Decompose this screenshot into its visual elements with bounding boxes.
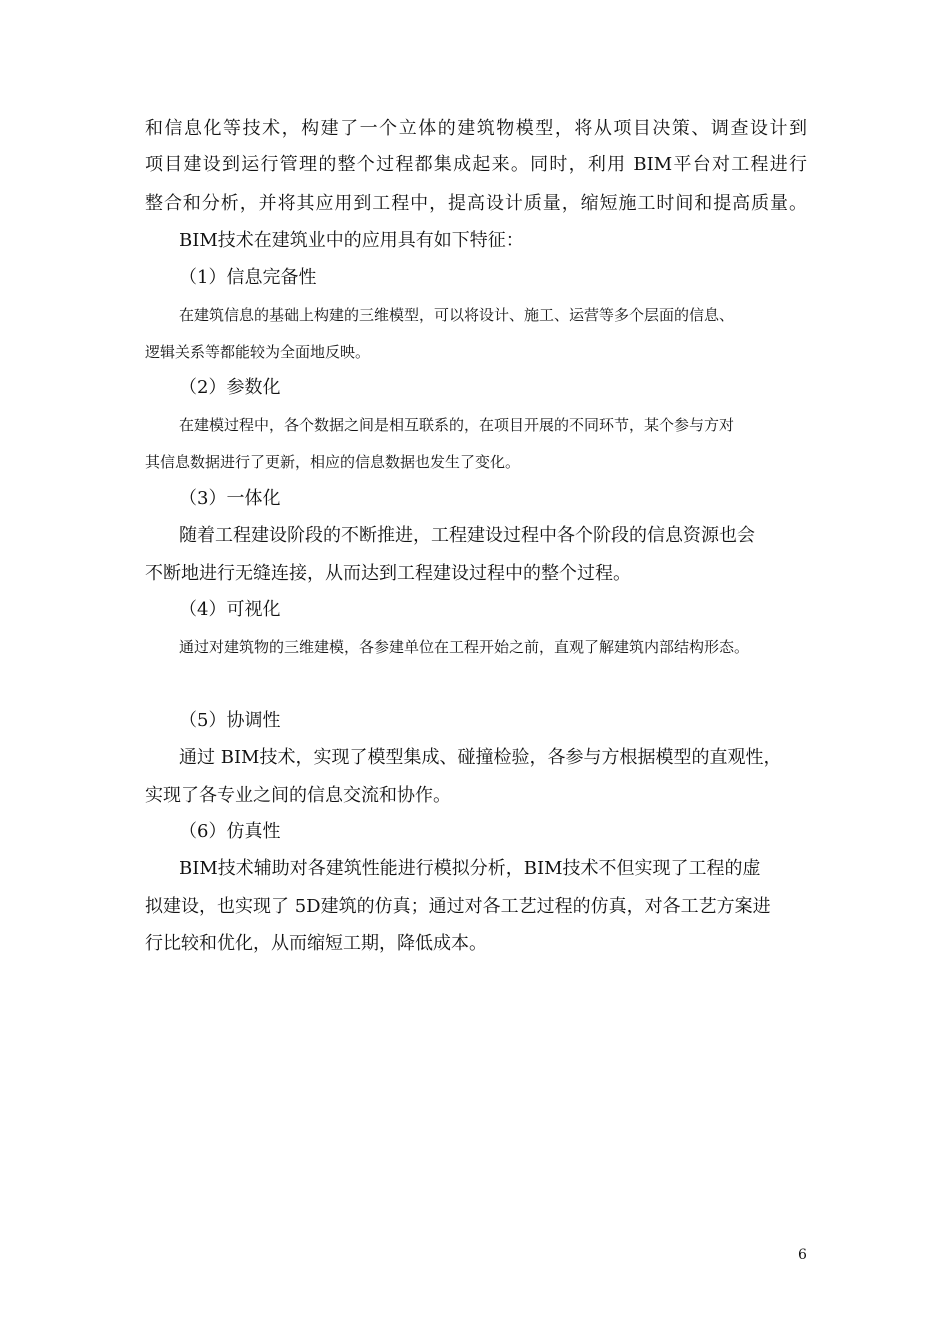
page-number: 6 — [798, 1247, 807, 1263]
feature-5-text-line: 通过 BIM技术，实现了模型集成、碰撞检验，各参与方根据模型的直观性， — [179, 747, 782, 768]
feature-6-heading: （6）仿真性 — [179, 821, 281, 842]
feature-3-text-line: 随着工程建设阶段的不断推进，工程建设过程中各个阶段的信息资源也会 — [179, 525, 755, 546]
feature-6-text-line: BIM技术辅助对各建筑性能进行模拟分析，BIM技术不但实现了工程的虚 — [179, 858, 761, 879]
intro-line-3: 整合和分析，并将其应用到工程中，提高设计质量，缩短施工时间和提高质量。 — [145, 193, 807, 214]
feature-1-text-line: 逻辑关系等都能较为全面地反映。 — [145, 343, 371, 361]
feature-2-text-line: 其信息数据进行了更新，相应的信息数据也发生了变化。 — [145, 453, 521, 471]
feature-5-text-line: 实现了各专业之间的信息交流和协作。 — [145, 785, 451, 806]
feature-3-heading: （3）一体化 — [179, 488, 281, 509]
feature-5-heading: （5）协调性 — [179, 710, 281, 731]
feature-1-text-line: 在建筑信息的基础上构建的三维模型，可以将设计、施工、运营等多个层面的信息、 — [179, 306, 735, 324]
intro-line-4: BIM技术在建筑业中的应用具有如下特征： — [179, 230, 524, 251]
feature-2-heading: （2）参数化 — [179, 377, 281, 398]
feature-4-text-line: 通过对建筑物的三维建模，各参建单位在工程开始之前，直观了解建筑内部结构形态。 — [179, 638, 750, 656]
feature-1-heading: （1）信息完备性 — [179, 267, 317, 288]
feature-6-text-line: 拟建设，也实现了 5D建筑的仿真；通过对各工艺过程的仿真，对各工艺方案进 — [145, 896, 771, 917]
intro-line-2: 项目建设到运行管理的整个过程都集成起来。同时，利用 BIM平台对工程进行 — [145, 154, 807, 175]
intro-line-1: 和信息化等技术，构建了一个立体的建筑物模型，将从项目决策、调查设计到 — [145, 118, 807, 139]
feature-6-text-line: 行比较和优化，从而缩短工期，降低成本。 — [145, 933, 487, 954]
feature-2-text-line: 在建模过程中，各个数据之间是相互联系的，在项目开展的不同环节，某个参与方对 — [179, 416, 735, 434]
feature-3-text-line: 不断地进行无缝连接，从而达到工程建设过程中的整个过程。 — [145, 563, 631, 584]
feature-4-heading: （4）可视化 — [179, 599, 281, 620]
